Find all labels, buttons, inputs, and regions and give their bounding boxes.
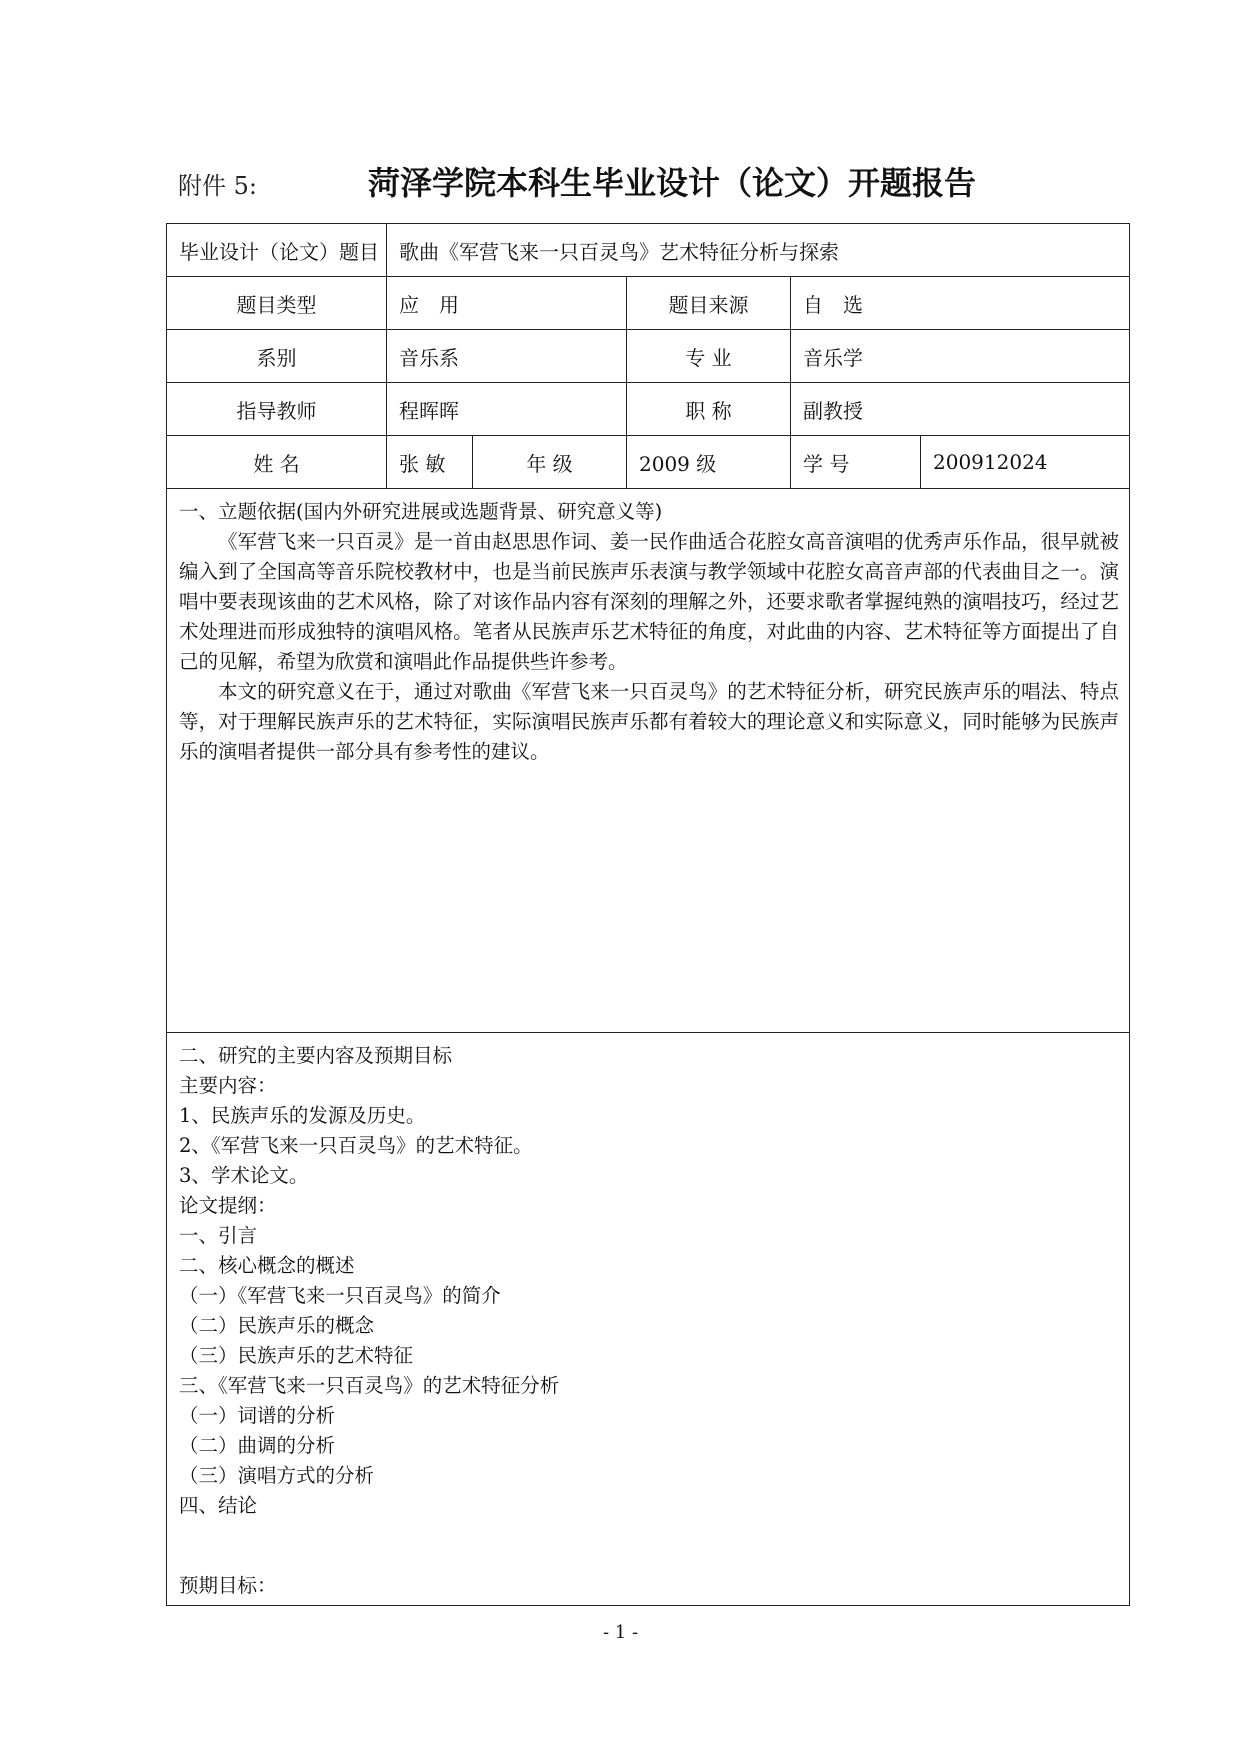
department-value: 音乐系 [387, 330, 627, 383]
section2-line: （一）词谱的分析 [179, 1404, 336, 1427]
section2-line: 2、《军营飞来一只百灵鸟》的艺术特征。 [179, 1134, 533, 1157]
section2-line: （一）《军营飞来一只百灵鸟》的简介 [179, 1284, 501, 1307]
section2-line: 四、结论 [179, 1494, 258, 1517]
section2-line: 主要内容： [179, 1074, 277, 1097]
research-content-section [167, 1033, 1130, 1606]
section2-line: 论文提纲： [179, 1194, 277, 1217]
advisor-label: 指导教师 [167, 383, 387, 436]
student-id-label: 学 号 [791, 436, 921, 489]
section2-line: 二、研究的主要内容及预期目标 [179, 1044, 453, 1067]
name-value: 张 敏 [387, 436, 473, 489]
department-row [167, 330, 1130, 383]
content-row [167, 1033, 1130, 1606]
section1-heading: 一、立题依据(国内外研究进展或选题背景、研究意义等) [179, 500, 663, 523]
academic-title-value: 副教授 [791, 383, 1130, 436]
type-value: 应 用 [387, 277, 627, 330]
section2-line: （三）演唱方式的分析 [179, 1464, 375, 1487]
grade-label: 年 级 [473, 436, 627, 489]
student-row [167, 436, 1130, 489]
name-label: 姓 名 [167, 436, 387, 489]
topic-label: 毕业设计（论文）题目 [167, 224, 387, 277]
academic-title-label: 职 称 [627, 383, 791, 436]
type-row [167, 277, 1130, 330]
department-label: 系别 [167, 330, 387, 383]
section2-line: 一、引言 [179, 1224, 258, 1247]
advisor-value: 程晖晖 [387, 383, 627, 436]
document-header [178, 158, 1178, 208]
section2-line: （三）民族声乐的艺术特征 [179, 1344, 414, 1367]
section2-line: 1、民族声乐的发源及历史。 [179, 1104, 426, 1127]
section2-line: （二）曲调的分析 [179, 1434, 336, 1457]
topic-value: 歌曲《军营飞来一只百灵鸟》艺术特征分析与探索 [387, 224, 1130, 277]
grade-value: 2009 级 [627, 436, 791, 489]
section2-line: 三、《军营飞来一只百灵鸟》的艺术特征分析 [179, 1374, 560, 1397]
topic-row [167, 224, 1130, 277]
section1-paragraph: 本文的研究意义在于，通过对歌曲《军营飞来一只百灵鸟》的艺术特征分析，研究民族声乐的唱法、特点等，对于理解民族声乐的艺术特征，实际演唱民族声乐都有着较大的理论意义和实际意义，同时能够为民族声乐的演唱者提供一部分具有参考性的建议。 [179, 680, 1119, 763]
major-value: 音乐学 [791, 330, 1130, 383]
section1-paragraph: 《军营飞来一只百灵》是一首由赵思思作词、姜一民作曲适合花腔女高音演唱的优秀声乐作品，很早就被编入到了全国高等音乐院校教材中，也是当前民族声乐表演与教学领域中花腔女高音声部的代表曲目之一。演唱中要表现该曲的艺术风格，除了对该作品内容有深刻的理解之外，还要求歌者掌握纯熟的演唱技巧，经过艺术处理进而形成独特的演唱风格。笔者从民族声乐艺术特征的角度，对此曲的内容、艺术特征等方面提出了自己的见解，希望为欣赏和演唱此作品提供些许参考。 [179, 530, 1119, 673]
expected-goal-label: 预期目标： [179, 1574, 277, 1597]
section2-line: 二、核心概念的概述 [179, 1254, 355, 1277]
advisor-row [167, 383, 1130, 436]
type-label: 题目类型 [167, 277, 387, 330]
proposal-form-table [166, 223, 1130, 1606]
page-number: - 1 - [602, 1622, 639, 1643]
research-basis-section [167, 489, 1130, 1033]
source-label: 题目来源 [627, 277, 791, 330]
attachment-label: 附件 5: [178, 172, 257, 200]
source-value: 自 选 [791, 277, 1130, 330]
document-title: 菏泽学院本科生毕业设计（论文）开题报告 [368, 164, 977, 202]
major-label: 专 业 [627, 330, 791, 383]
student-id-value: 200912024 [921, 436, 1130, 489]
section2-line: 3、学术论文。 [179, 1164, 309, 1187]
basis-row [167, 489, 1130, 1033]
section2-line: （二）民族声乐的概念 [179, 1314, 375, 1337]
